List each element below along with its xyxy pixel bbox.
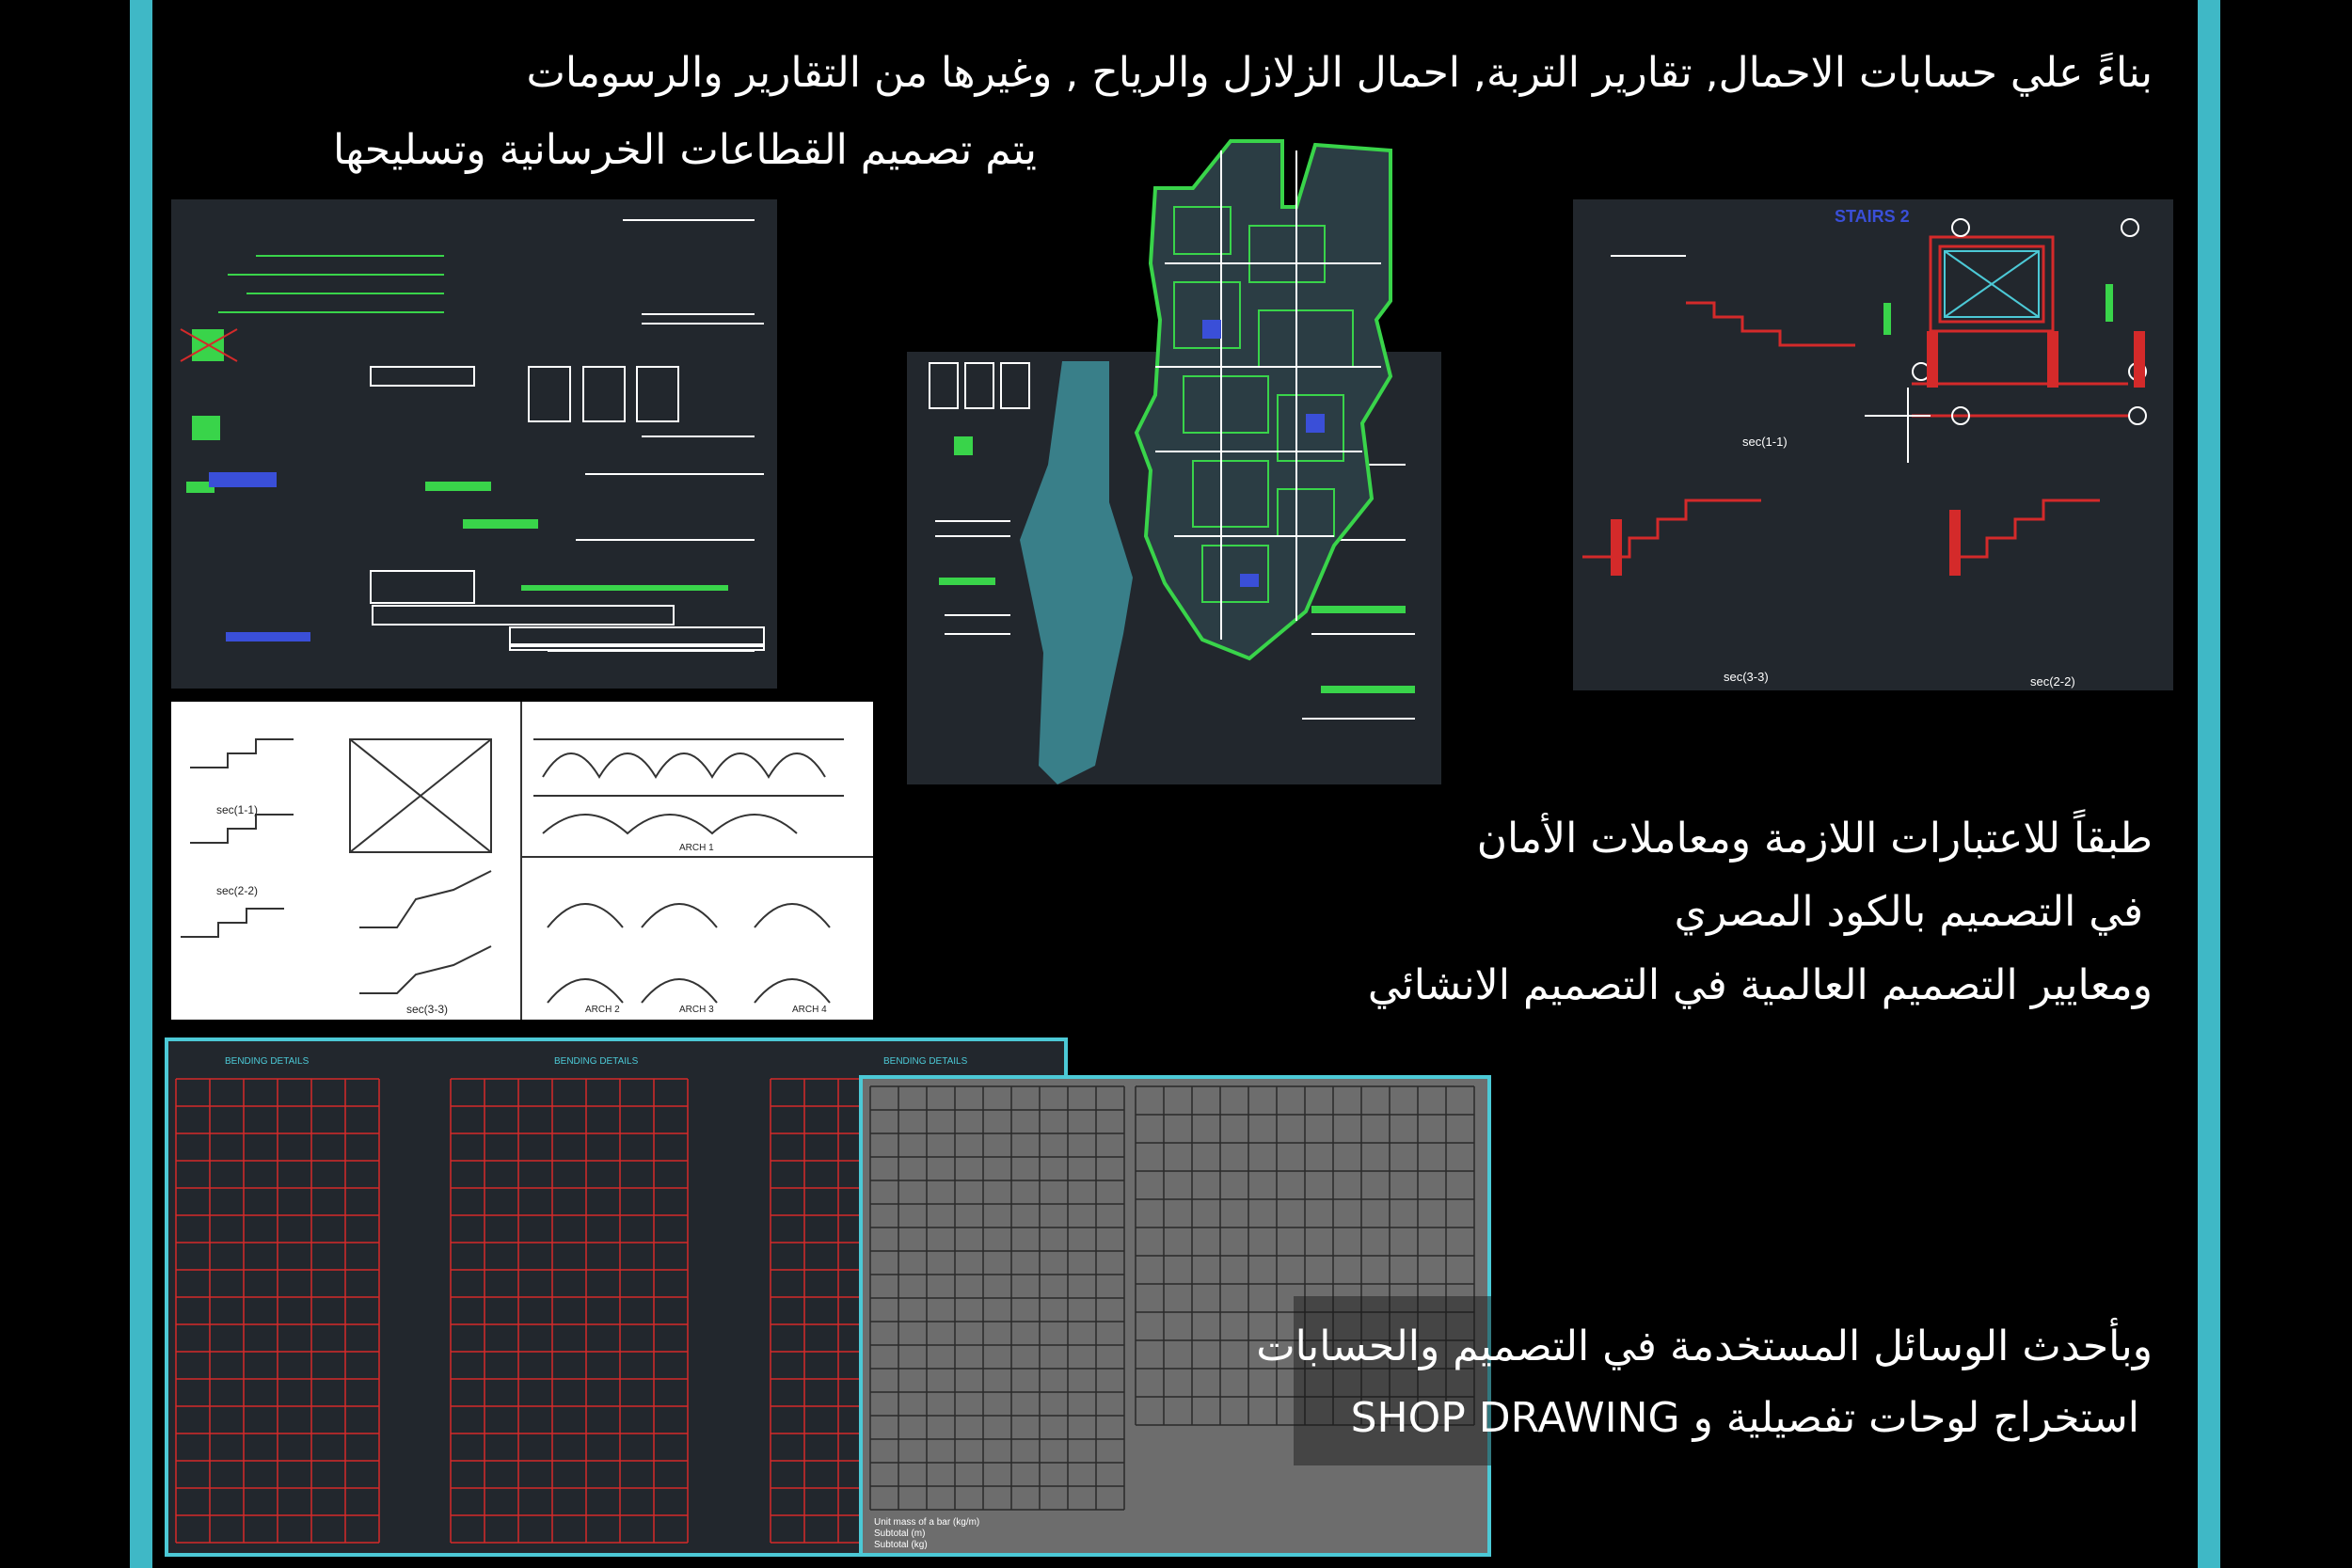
left-frame-bar	[130, 0, 152, 1568]
white-sec-3-3: sec(3-3)	[406, 1003, 449, 1016]
stairs-sec-3-3: sec(3-3)	[1724, 670, 1769, 684]
heading-line-1: بناءً علي حسابات الاحمال, تقارير التربة, احمال الزلازل والرياح , وغيرها من التقارير والرسومات	[526, 49, 2153, 97]
bending-header-1: BENDING DETAILS	[225, 1056, 310, 1067]
stairs-title: STAIRS 2	[1835, 207, 1910, 226]
arch-3-label: ARCH 3	[679, 1005, 714, 1015]
international-standards-line: ومعايير التصميم العالمية في التصميم الانشائي	[1367, 961, 2153, 1009]
white-sec-2-2: sec(2-2)	[216, 884, 259, 897]
safety-factors-line: طبقاً للاعتبارات اللازمة ومعاملات الأمان	[1476, 815, 2153, 863]
bending-header-3: BENDING DETAILS	[883, 1056, 968, 1067]
stairs-sec-2-2: sec(2-2)	[2030, 674, 2075, 689]
building-floor-plan	[1108, 132, 1419, 677]
stairs-sec-1-1: sec(1-1)	[1742, 435, 1788, 449]
modern-tools-line: وبأحدث الوسائل المستخدمة في التصميم والحسابات	[1256, 1323, 2153, 1370]
right-frame-bar	[2198, 0, 2220, 1568]
white-sec-1-1: sec(1-1)	[216, 803, 259, 816]
shop-drawing-line: استخراج لوحات تفصيلية و SHOP DRAWING	[1350, 1394, 2139, 1442]
unit-mass-label: Unit mass of a bar (kg/m)	[874, 1517, 980, 1528]
stairs-detail-drawing	[1573, 199, 2173, 690]
subtotal-kg-label: Subtotal (kg)	[874, 1540, 928, 1550]
stair-arch-sections-drawing	[171, 702, 873, 1020]
arch-4-label: ARCH 4	[792, 1005, 827, 1015]
egyptian-code-line: في التصميم بالكود المصري	[1674, 888, 2143, 936]
heading-line-2: يتم تصميم القطاعات الخرسانية وتسليحها	[333, 126, 1037, 174]
bending-header-2: BENDING DETAILS	[554, 1056, 639, 1067]
arch-1-label: ARCH 1	[679, 843, 714, 853]
arch-2-label: ARCH 2	[585, 1005, 620, 1015]
reinforcement-notes-drawing	[171, 199, 777, 689]
subtotal-m-label: Subtotal (m)	[874, 1528, 926, 1539]
